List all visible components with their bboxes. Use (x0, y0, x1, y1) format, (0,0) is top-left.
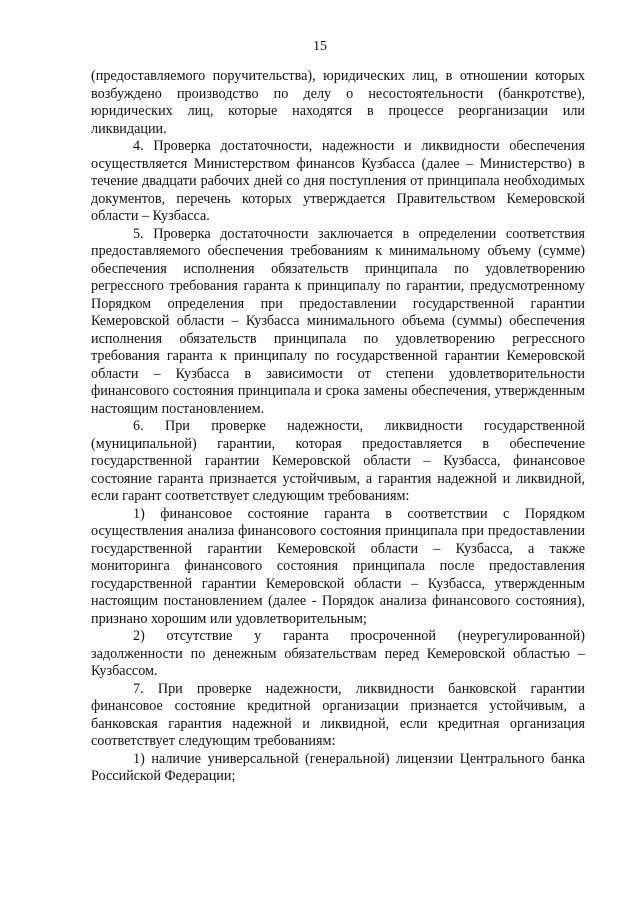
paragraph-item-5: 5. Проверка достаточности заключается в определении соответствия предоставляемого обеспечения требованиям к минимальному объему (сумме) обеспечения исполнения обязательств принципала по удовлетворению регрессного требования гаранта к принципалу по гарантии, предусмотренному Порядком определения при предоставлении государственной гарантии Кемеровской области – Кузбасса минимального объема (суммы) обеспечения исполнения обязательств принципала по удовлетворению регрессного требования гаранта к принципалу по государственной гарантии Кемеровской области – Кузбасса в зависимости от степени удовлетворительности финансового состояния принципала и срока замены обеспечения, утвержденным настоящим постановлением. (91, 225, 585, 417)
paragraph-item-6: 6. При проверке надежности, ликвидности государственной (муниципальной) гарантии, которая предоставляется в обеспечение государственной гарантии Кемеровской области – Кузбасса, финансовое состояние гаранта признается устойчивым, а гарантия надежной и ликвидной, если гарант соответствует следующим требованиям: (91, 418, 585, 504)
paragraph-item-7-1: 1) наличие универсальной (генеральной) лицензии Центрального банка Российской Федерации; (91, 750, 585, 784)
paragraph-item-6-2: 2) отсутствие у гаранта просроченной (неурегулированной) задолженности по денежным обязательствам перед Кемеровской областью – Кузбассом. (91, 628, 585, 679)
paragraph-continuation: (предоставляемого поручительства), юридических лиц, в отношении которых возбуждено производство по делу о несостоятельности (банкротстве), юридических лиц, которые находятся в процессе реорганизации или ликвидации. (91, 68, 585, 137)
paragraph-item-7: 7. При проверке надежности, ликвидности банковской гарантии финансовое состояние кредитной организации признается устойчивым, а банковская гарантия надежной и ликвидной, если кредитная организация соответствует следующим требованиям: (91, 680, 585, 749)
page-number: 15 (313, 39, 327, 54)
paragraph-item-6-1: 1) финансовое состояние гаранта в соответствии с Порядком осуществления анализа финансового состояния принципала при предоставлении государственной гарантии Кемеровской области – Кузбасса, а также мониторинга финансового состояния принципала после предоставления государственной гарантии Кемеровской области – Кузбасса, утвержденным настоящим постановлением (далее - Порядок анализа финансового состояния), признано хорошим или удовлетворительным; (91, 505, 585, 627)
document-body (91, 68, 585, 786)
paragraph-item-4: 4. Проверка достаточности, надежности и ликвидности обеспечения осуществляется Министерством финансов Кузбасса (далее – Министерство) в течение двадцати рабочих дней со дня поступления от принципала необходимых документов, перечень которых утверждается Правительством Кемеровской области – Кузбасса. (91, 138, 585, 224)
